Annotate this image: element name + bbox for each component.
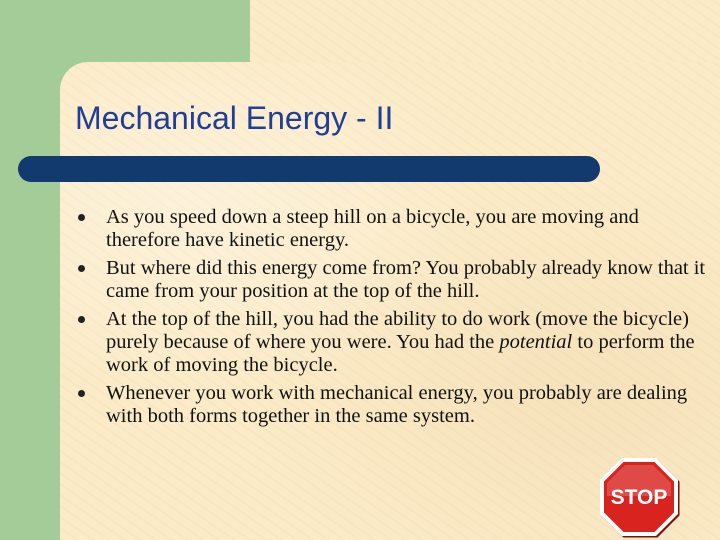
bullet-dot-icon (78, 214, 85, 221)
bullet-dot-icon (78, 265, 85, 272)
bullet-text: As you speed down a steep hill on a bicycle, you are moving and therefore have kinetic energy. (106, 206, 639, 251)
bullet-item (78, 382, 708, 428)
title-underline-bar (18, 156, 600, 182)
slide-title: Mechanical Energy - II (75, 100, 394, 136)
bullet-list (78, 206, 708, 433)
bullet-item (78, 308, 708, 377)
emphasis-potential: potential (499, 331, 573, 353)
parchment-top (250, 0, 720, 62)
stop-sign-label: STOP (610, 486, 668, 509)
bullet-text: But where did this energy come from? You probably already know that it came from your position at the top of the hill. (106, 257, 706, 302)
bullet-dot-icon (78, 390, 85, 397)
stop-sign-icon[interactable] (598, 456, 680, 538)
bullet-item (78, 206, 708, 252)
bullet-item (78, 257, 708, 303)
bullet-text-part: to perform the work of moving the bicycle. (106, 331, 695, 376)
bullet-dot-icon (78, 316, 85, 323)
bullet-text-part: At the top of the hill, you had the ability to do work (move the bicycle) purely because of where you were. You had the (106, 308, 689, 353)
bullet-text (106, 308, 706, 377)
bullet-text: Whenever you work with mechanical energy, you probably are dealing with both forms together in the same system. (106, 382, 688, 427)
